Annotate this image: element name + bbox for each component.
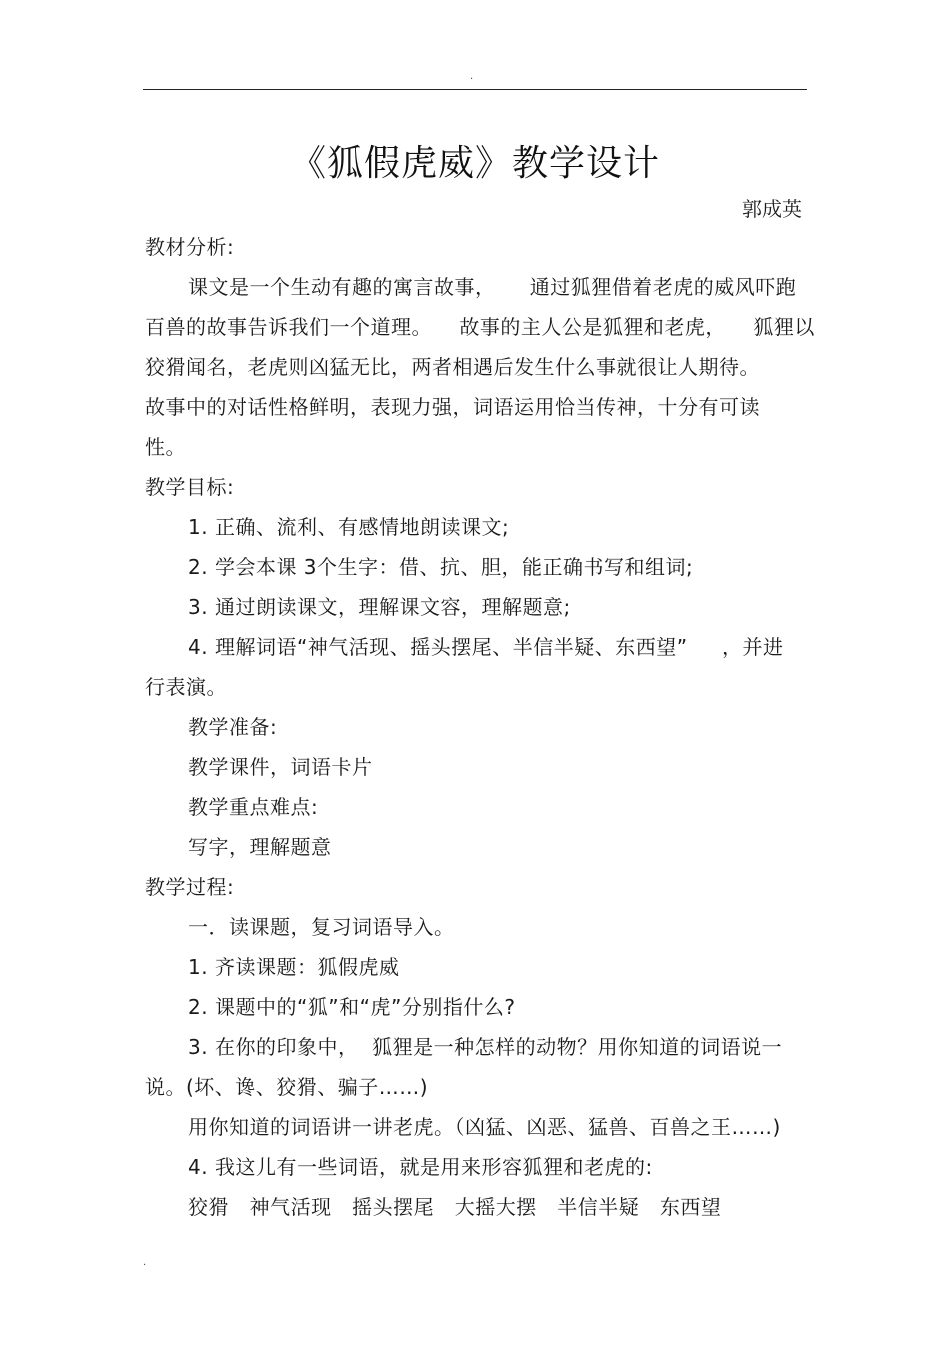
document-author: 郭成英: [742, 197, 802, 221]
paragraph-line: 写字，理解题意: [188, 835, 332, 859]
subsection-heading: 一．读课题，复习词语导入。: [188, 915, 455, 939]
header-mark: .: [470, 71, 474, 82]
section-heading: 教学重点难点:: [188, 795, 319, 819]
paragraph-line: 性。: [145, 435, 186, 459]
paragraph-line: 百兽的故事告诉我们一个道理。 故事的主人公是狐狸和老虎， 狐狸以: [145, 315, 815, 339]
list-item: 2. 学会本课 3个生字：借、抗、胆，能正确书写和组词;: [188, 555, 694, 579]
section-heading: 教学准备:: [188, 715, 278, 739]
section-heading: 教材分析:: [145, 235, 235, 259]
paragraph-line: 用你知道的词语讲一讲老虎。（凶猛、凶恶、猛兽、百兽之王……): [188, 1115, 781, 1139]
list-item: 4. 我这儿有一些词语，就是用来形容狐狸和老虎的:: [188, 1155, 653, 1179]
paragraph-line: 课文是一个生动有趣的寓言故事， 通过狐狸借着老虎的威风吓跑: [188, 275, 797, 299]
word-list: 狡猾 神气活现 摇头摆尾 大摇大摆 半信半疑 东西望: [188, 1195, 722, 1219]
list-item-continuation: 行表演。: [145, 675, 227, 699]
list-item: 1. 齐读课题：狐假虎威: [188, 955, 400, 979]
paragraph-line: 狡猾闻名，老虎则凶猛无比，两者相遇后发生什么事就很让人期待。: [145, 355, 760, 379]
list-item: 4. 理解词语“神气活现、摇头摆尾、半信半疑、东西望” ，并进: [188, 635, 784, 659]
section-heading: 教学目标:: [145, 475, 235, 499]
list-item: 3. 在你的印象中， 狐狸是一种怎样的动物？用你知道的词语说一: [188, 1035, 783, 1059]
paragraph-line: 故事中的对话性格鲜明，表现力强，词语运用恰当传神，十分有可读: [145, 395, 760, 419]
document-title: 《狐假虎威》教学设计: [289, 143, 660, 184]
paragraph-line: 教学课件，词语卡片: [188, 755, 373, 779]
list-item-continuation: 说。(坏、谗、狡猾、骗子……): [145, 1075, 429, 1099]
list-item: 2. 课题中的“狐”和“虎”分别指什么?: [188, 995, 516, 1019]
list-item: 3. 通过朗读课文，理解课文容，理解题意;: [188, 595, 571, 619]
header-rule: [143, 89, 807, 90]
section-heading: 教学过程:: [145, 875, 235, 899]
footer-mark: .: [143, 1257, 147, 1268]
list-item: 1. 正确、流利、有感情地朗读课文;: [188, 515, 510, 539]
